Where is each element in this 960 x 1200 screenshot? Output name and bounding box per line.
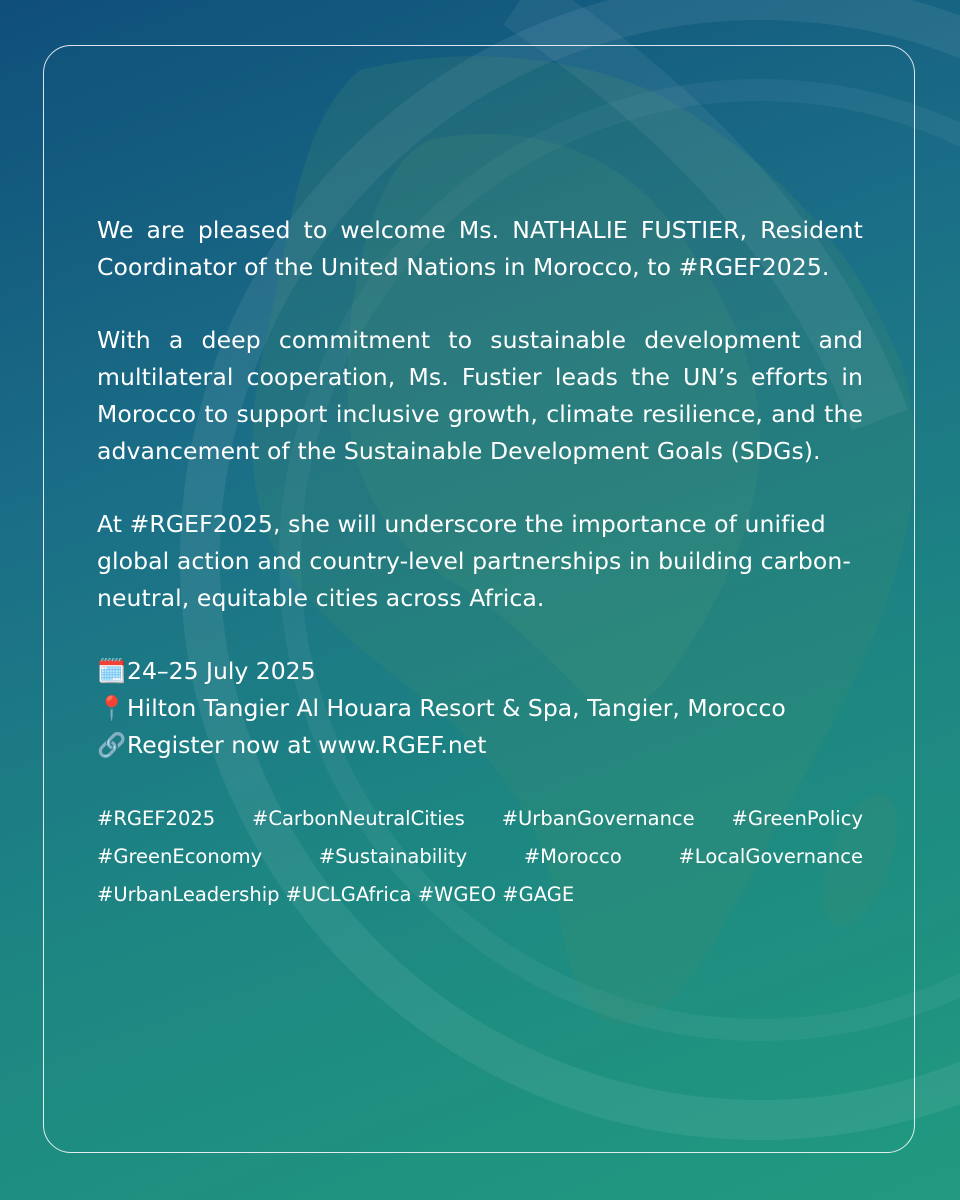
event-location-text: Hilton Tangier Al Houara Resort & Spa, Tangier, Morocco — [127, 694, 786, 722]
event-details — [97, 653, 863, 764]
event-date-text: 24–25 July 2025 — [127, 657, 316, 685]
intro-paragraph: We are pleased to welcome Ms. NATHALIE FUSTIER, Resident Coordinator of the United Nations in Morocco, to #RGEF2025. — [97, 216, 863, 281]
location-pin-icon: 📍 — [97, 694, 127, 722]
calendar-icon: 🗓️ — [97, 657, 127, 685]
event-location — [97, 690, 863, 727]
register-link-text[interactable]: Register now at www.RGEF.net — [127, 731, 487, 759]
link-icon: 🔗 — [97, 731, 127, 759]
underscore-paragraph: At #RGEF2025, she will underscore the importance of unified global action and country-level partnerships in building carbon-neutral, equitable cities across Africa. — [97, 510, 851, 612]
event-date — [97, 653, 863, 690]
post-content — [97, 212, 863, 914]
event-register[interactable] — [97, 727, 863, 764]
hashtags: #RGEF2025 #CarbonNeutralCities #UrbanGovernance #GreenPolicy #GreenEconomy #Sustainability #Morocco #LocalGovernance #UrbanLeadership #UCLGAfrica #WGEO #GAGE — [97, 807, 863, 906]
commitment-paragraph: With a deep commitment to sustainable development and multilateral cooperation, Ms. Fustier leads the UN’s efforts in Morocco to support inclusive growth, climate resilience, and the advancement of the Sustainable Development Goals (SDGs). — [97, 326, 863, 465]
